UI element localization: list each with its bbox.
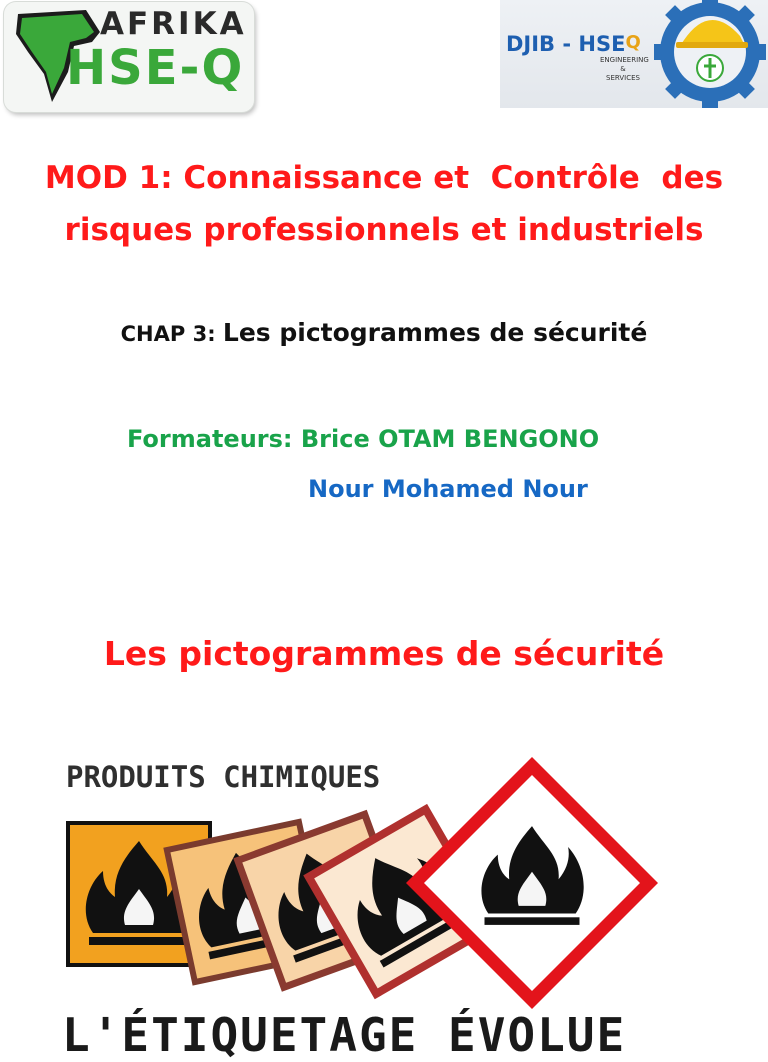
- chapter-prefix: CHAP 3:: [120, 322, 223, 346]
- trainer-second: Nour Mohamed Nour: [308, 475, 588, 503]
- logo-right-brand: DJIB - HSE: [506, 32, 626, 56]
- chapter-name: Les pictogrammes de sécurité: [222, 318, 648, 347]
- module-title-line2: risques professionnels et industriels: [64, 212, 704, 248]
- logo-right-sub3: SERVICES: [606, 74, 640, 82]
- section-title: Les pictogrammes de sécurité: [103, 634, 665, 673]
- djib-hseq-logo: [500, 0, 768, 108]
- chapter-title: [0, 318, 768, 347]
- labeling-evolves-text: L'ÉTIQUETAGE ÉVOLUE: [62, 1008, 627, 1062]
- logo-left-brand: AFRIKA: [100, 6, 247, 42]
- module-title-line1: MOD 1: Connaissance et Contrôle des: [44, 160, 724, 196]
- logo-right-sub1: ENGINEERING: [600, 56, 649, 64]
- ghs-flammable-diamond: [406, 757, 658, 1009]
- hazard-pictograms-illustration: [0, 735, 700, 1024]
- logo-right-q: Q: [625, 32, 641, 53]
- products-label: PRODUITS CHIMIQUES: [66, 760, 381, 794]
- afrika-hseq-logo: [4, 2, 254, 112]
- logo-right-sub2: &: [620, 65, 626, 73]
- trainers-line: Formateurs: Brice OTAM BENGONO: [127, 425, 600, 453]
- logo-left-sub: HSE-Q: [66, 40, 245, 96]
